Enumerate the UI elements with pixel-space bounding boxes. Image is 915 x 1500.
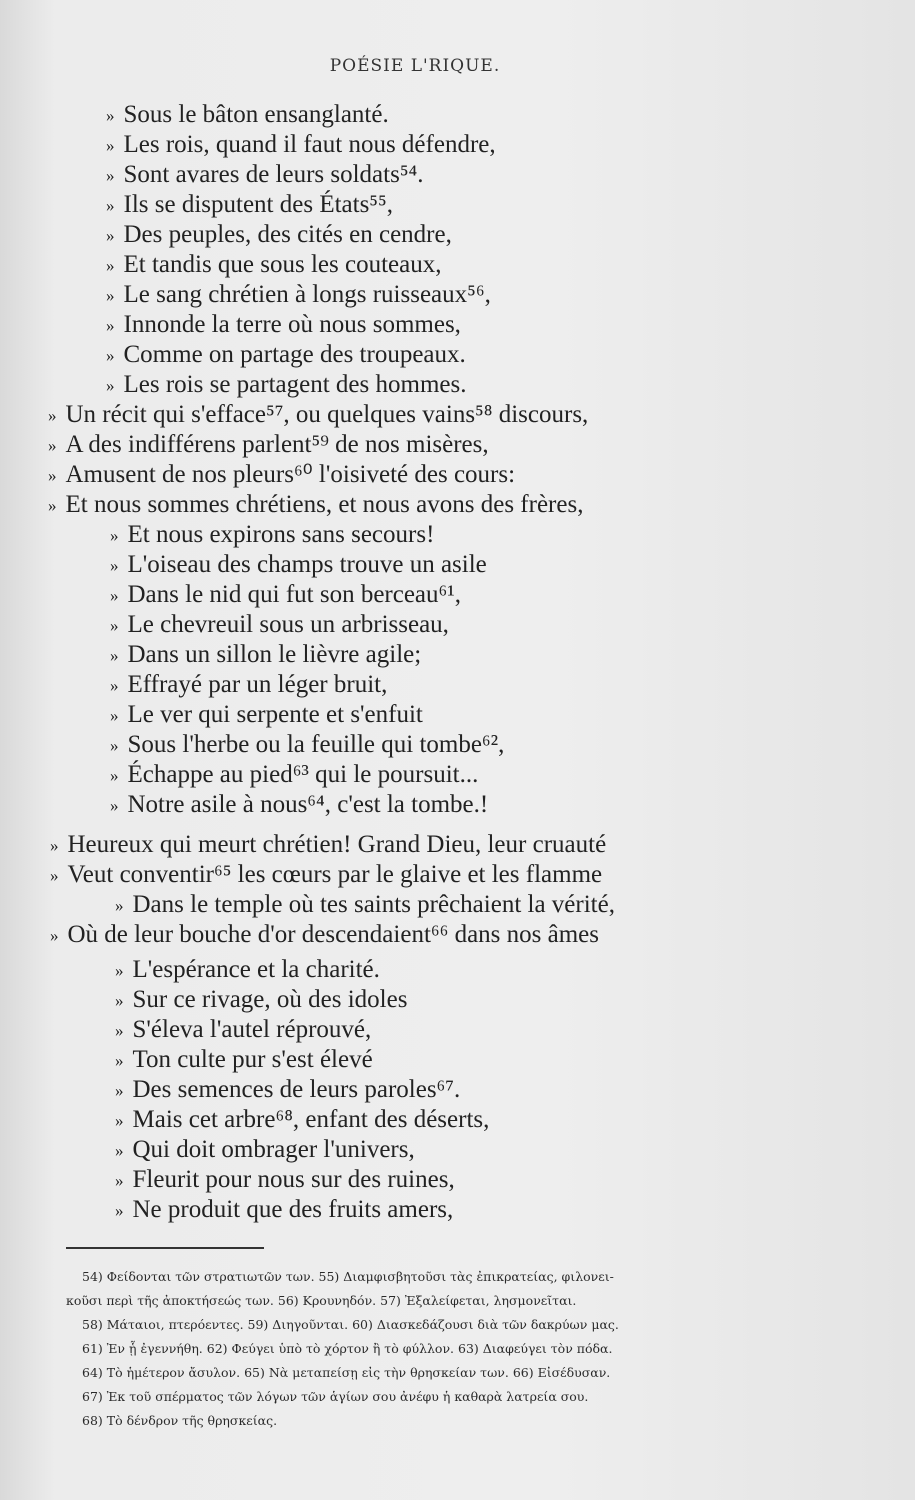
verse-text: Des semences de leurs paroles⁶⁷.: [132, 1076, 461, 1103]
verse-text: Le ver qui serpente et s'enfuit: [127, 701, 423, 728]
verse-line: [110, 700, 423, 730]
verse-line: [110, 670, 387, 700]
quote-mark: »: [106, 346, 115, 365]
verse-line: [106, 340, 466, 370]
footnote-line: 61) Ἐν ᾗ ἐγεννήθη. 62) Φεύγει ὑπὸ τὸ χόρτον ἢ τὸ φύλλον. 63) Διαφεύγει τὸν πόδα.: [82, 1341, 613, 1356]
verse-line: [110, 730, 504, 760]
verse-text: Ils se disputent des États⁵⁵,: [123, 191, 393, 218]
footnote-line: 67) Ἐκ τοῦ σπέρματος τῶν λόγων τῶν ἁγίων σου ἀνέφυ ἡ καθαρὰ λατρεία σου.: [82, 1389, 589, 1404]
quote-mark: »: [106, 316, 115, 335]
quote-mark: »: [110, 796, 119, 815]
verse-text: Innonde la terre où nous sommes,: [123, 311, 461, 338]
quote-mark: »: [106, 166, 115, 185]
verse-line: [106, 160, 424, 190]
verse-text: Dans un sillon le lièvre agile;: [127, 641, 422, 668]
quote-mark: »: [48, 466, 57, 485]
verse-text: Un récit qui s'efface⁵⁷, ou quelques vains⁵⁸ discours,: [65, 401, 589, 428]
verse-line: [106, 130, 496, 160]
verse-line: [110, 580, 461, 610]
verse-text: Dans le nid qui fut son berceau⁶¹,: [127, 581, 461, 608]
quote-mark: »: [106, 286, 115, 305]
verse-line: [115, 1135, 415, 1165]
verse-line: [106, 220, 452, 250]
quote-mark: »: [115, 1051, 124, 1070]
verse-line: [106, 280, 491, 310]
verse-line: [115, 1195, 453, 1225]
footnote-rule: [66, 1247, 264, 1249]
verse-text: L'oiseau des champs trouve un asile: [127, 551, 487, 578]
verse-line: [110, 760, 478, 790]
running-head: POÉSIE L'RIQUE.: [329, 56, 501, 76]
verse-line: [110, 640, 421, 670]
verse-text: Et tandis que sous les couteaux,: [123, 251, 442, 278]
verse-text: Où de leur bouche d'or descendaient⁶⁶ dans nos âmes: [67, 921, 599, 948]
verse-text: Sur ce rivage, où des idoles: [132, 986, 408, 1013]
verse-text: Heureux qui meurt chrétien! Grand Dieu, leur cruauté: [67, 831, 607, 858]
quote-mark: »: [115, 1081, 124, 1100]
quote-mark: »: [106, 196, 115, 215]
verse-text: A des indifférens parlent⁵⁹ de nos misères,: [65, 431, 489, 458]
verse-line: [106, 310, 461, 340]
quote-mark: »: [110, 616, 119, 635]
quote-mark: »: [50, 836, 59, 855]
quote-mark: »: [110, 676, 119, 695]
verse-text: Mais cet arbre⁶⁸, enfant des déserts,: [132, 1106, 490, 1133]
footnote-line: κοῦσι περὶ τῆς ἀποκτήσεώς των. 56) Κρουνηδόν. 57) Ἐξαλείφεται, λησμονεῖται.: [66, 1293, 577, 1308]
verse-line: [48, 460, 515, 490]
quote-mark: »: [110, 526, 119, 545]
verse-text: S'éleva l'autel réprouvé,: [132, 1016, 372, 1043]
quote-mark: »: [110, 586, 119, 605]
quote-mark: »: [110, 646, 119, 665]
quote-mark: »: [106, 376, 115, 395]
quote-mark: »: [115, 896, 124, 915]
quote-mark: »: [50, 926, 59, 945]
verse-line: [115, 1105, 489, 1135]
verse-text: Notre asile à nous⁶⁴, c'est la tombe.!: [127, 791, 489, 818]
verse-line: [50, 860, 602, 890]
quote-mark: »: [106, 226, 115, 245]
quote-mark: »: [110, 706, 119, 725]
verse-line: [48, 430, 489, 460]
quote-mark: »: [110, 556, 119, 575]
verse-line: [110, 610, 449, 640]
verse-line: [50, 920, 599, 950]
verse-text: Le chevreuil sous un arbrisseau,: [127, 611, 449, 638]
quote-mark: »: [115, 1021, 124, 1040]
verse-text: Fleurit pour nous sur des ruines,: [132, 1166, 455, 1193]
quote-mark: »: [48, 406, 57, 425]
footnote-line: 54) Φείδονται τῶν στρατιωτῶν των. 55) Διαμφισβητοῦσι τὰς ἐπικρατείας, φιλονει-: [82, 1269, 614, 1284]
quote-mark: »: [106, 256, 115, 275]
verse-line: [110, 790, 488, 820]
verse-line: [48, 490, 583, 520]
quote-mark: »: [48, 436, 57, 455]
verse-text: Échappe au pied⁶³ qui le poursuit...: [127, 761, 479, 788]
quote-mark: »: [50, 866, 59, 885]
footnote-line: 58) Μάταιοι, πτερόεντες. 59) Διηγοῦνται. 60) Διασκεδάζουσι διὰ τῶν δακρύων μας.: [82, 1317, 619, 1332]
verse-line: [106, 100, 389, 130]
quote-mark: »: [115, 1171, 124, 1190]
verse-text: Comme on partage des troupeaux.: [123, 341, 466, 368]
quote-mark: »: [115, 1141, 124, 1160]
verse-text: Et nous sommes chrétiens, et nous avons des frères,: [65, 491, 584, 518]
verse-text: Amusent de nos pleurs⁶⁰ l'oisiveté des cours:: [65, 461, 516, 488]
quote-mark: »: [48, 496, 57, 515]
verse-line: [115, 1045, 373, 1075]
verse-line: [110, 520, 434, 550]
verse-text: Les rois, quand il faut nous défendre,: [123, 131, 496, 158]
quote-mark: »: [115, 1201, 124, 1220]
verse-text: Et nous expirons sans secours!: [127, 521, 435, 548]
verse-line: [115, 890, 615, 920]
verse-line: [110, 550, 487, 580]
verse-line: [48, 400, 588, 430]
quote-mark: »: [106, 136, 115, 155]
verse-line: [106, 190, 393, 220]
verse-text: Des peuples, des cités en cendre,: [123, 221, 452, 248]
footnote-line: 64) Τὸ ἡμέτερον ἄσυλον. 65) Νὰ μεταπείσῃ εἰς τὴν θρησκείαν των. 66) Εἰσέδυσαν.: [82, 1365, 611, 1380]
verse-text: Les rois se partagent des hommes.: [123, 371, 467, 398]
quote-mark: »: [110, 736, 119, 755]
footnote-line: 68) Τὸ δένδρον τῆς θρησκείας.: [82, 1413, 278, 1428]
verse-line: [115, 985, 407, 1015]
verse-text: Sous l'herbe ou la feuille qui tombe⁶²,: [127, 731, 505, 758]
quote-mark: »: [106, 106, 115, 125]
verse-text: Ne produit que des fruits amers,: [132, 1196, 454, 1223]
verse-text: Effrayé par un léger bruit,: [127, 671, 388, 698]
verse-text: Le sang chrétien à longs ruisseaux⁵⁶,: [123, 281, 491, 308]
verse-text: Veut conventir⁶⁵ les cœurs par le glaive et les flamme: [67, 861, 603, 888]
verse-text: Dans le temple où tes saints prêchaient la vérité,: [132, 891, 615, 918]
verse-line: [115, 1075, 460, 1105]
quote-mark: »: [115, 1111, 124, 1130]
quote-mark: »: [115, 991, 124, 1010]
verse-line: [50, 830, 606, 860]
verse-text: Sous le bâton ensanglanté.: [123, 101, 389, 128]
verse-text: L'espérance et la charité.: [132, 956, 380, 983]
verse-line: [106, 250, 442, 280]
verse-line: [115, 1165, 455, 1195]
verse-text: Qui doit ombrager l'univers,: [132, 1136, 415, 1163]
verse-line: [115, 1015, 371, 1045]
verse-line: [115, 955, 380, 985]
quote-mark: »: [115, 961, 124, 980]
verse-text: Ton culte pur s'est élevé: [132, 1046, 373, 1073]
verse-text: Sont avares de leurs soldats⁵⁴.: [123, 161, 424, 188]
verse-line: [106, 370, 466, 400]
quote-mark: »: [110, 766, 119, 785]
